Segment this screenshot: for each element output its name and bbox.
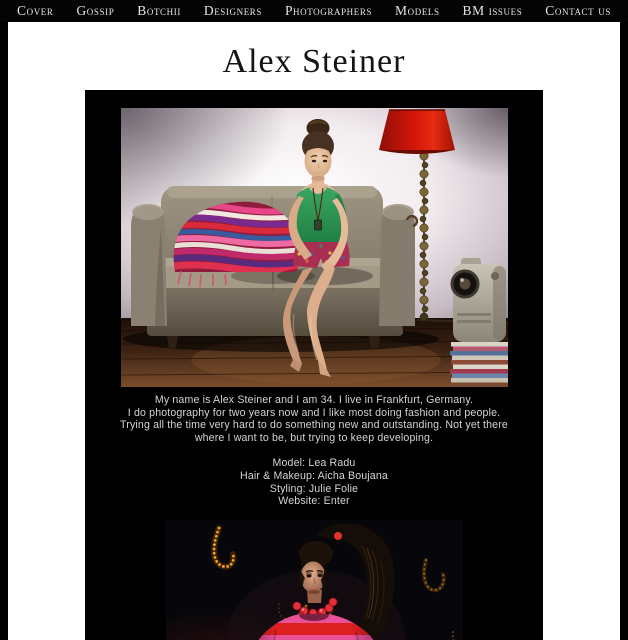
dark-scene-illustration bbox=[166, 520, 463, 640]
page-title: Alex Steiner bbox=[222, 43, 406, 80]
bio-line: My name is Alex Steiner and I am 34. I live in Frankfurt, Germany. bbox=[154, 394, 474, 406]
credit-line-model: Model: Lea Radu bbox=[272, 457, 356, 470]
credit-line-styling: Styling: Julie Folie bbox=[269, 482, 359, 495]
website-link[interactable]: Enter bbox=[323, 495, 350, 508]
nav-item-botchii[interactable]: Botchii bbox=[137, 3, 181, 18]
nav-item-photographers[interactable]: Photographers bbox=[284, 3, 373, 18]
nav-item-bm-issues[interactable]: BM issues bbox=[462, 3, 523, 18]
photo-model-couch bbox=[121, 108, 508, 387]
bio-text bbox=[85, 394, 543, 444]
nav-item-cover[interactable]: Cover bbox=[17, 3, 54, 18]
couch-scene-illustration bbox=[121, 108, 508, 387]
credits bbox=[85, 457, 543, 507]
nav-item-designers[interactable]: Designers bbox=[203, 3, 263, 18]
website-label: Website: bbox=[278, 495, 324, 508]
page-body bbox=[8, 22, 620, 640]
top-nav bbox=[0, 0, 628, 22]
content-panel bbox=[85, 90, 543, 640]
photo-model-darklights bbox=[166, 520, 463, 640]
nav-item-gossip[interactable]: Gossip bbox=[76, 3, 115, 18]
bio-line: where I want to be, but trying to keep developing. bbox=[194, 431, 434, 444]
credit-line-website bbox=[85, 495, 543, 508]
bio-line: Trying all the time very hard to do something new and outstanding. Not yet there bbox=[120, 419, 508, 432]
bio-line: I do photography for two years now and I like most doing fashion and people. bbox=[127, 406, 501, 419]
nav-item-models[interactable]: Models bbox=[395, 3, 440, 18]
nav-item-contact-us[interactable]: Contact us bbox=[545, 3, 611, 18]
credit-line-makeup: Hair & Makeup: Aicha Boujana bbox=[240, 469, 388, 482]
